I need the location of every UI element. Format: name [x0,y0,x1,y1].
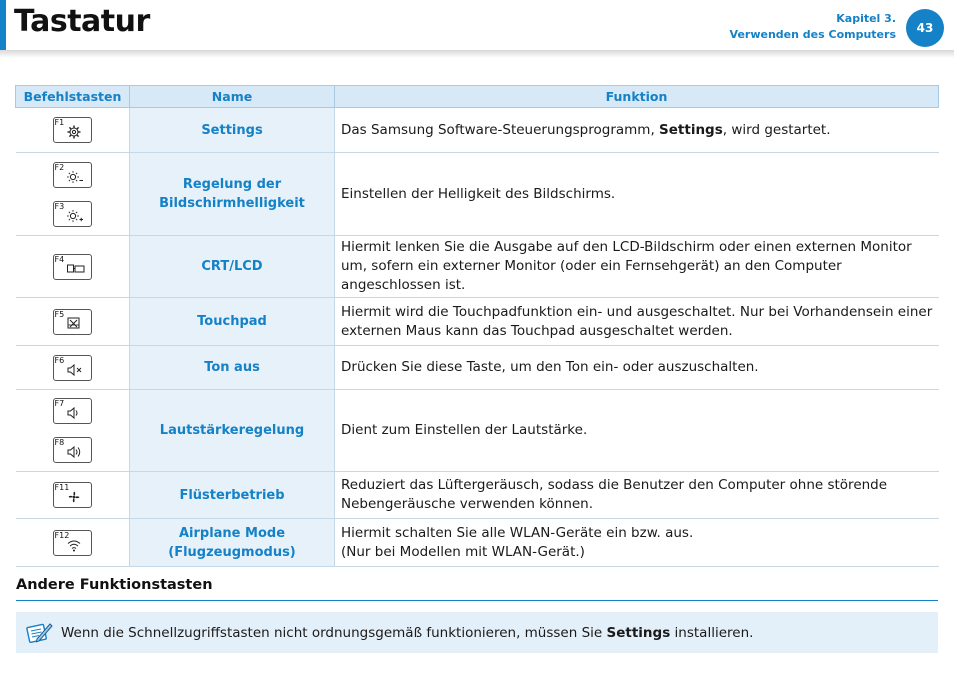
key-label: F6 [54,355,65,365]
gear-icon [67,125,81,139]
key-label: F11 [54,483,70,492]
column-header-function: Funktion [335,86,939,108]
section-divider [16,600,938,601]
note-pencil-icon [25,620,53,646]
table-row [16,153,939,236]
function-name: Settings [130,108,335,153]
key-label: F7 [54,399,65,408]
accent-bar [0,0,6,52]
page-number-badge: 43 [906,9,944,47]
table-row [16,236,939,298]
function-name: Flüsterbetrieb [130,472,335,519]
note-text: Wenn die Schnellzugriffstasten nicht ordnungsgemäß funktionieren, müssen Sie Settings installieren. [61,624,754,641]
function-name: Regelung der Bildschirmhelligkeit [130,153,335,236]
function-name: Airplane Mode (Flugzeugmodus) [130,519,335,567]
table-header-row [16,86,939,108]
table-row [16,298,939,346]
section-heading: Andere Funktionstasten [16,577,213,593]
function-description: Einstellen der Helligkeit des Bildschirms. [335,153,939,236]
note-box [16,612,938,653]
f12-key [53,530,92,556]
key-label: F12 [54,530,70,540]
key-label: F4 [54,254,65,264]
table-row [16,472,939,519]
f11-key [53,482,92,508]
key-label: F2 [54,162,65,172]
table-row [16,519,939,567]
mute-icon [67,363,83,377]
touchpad-icon [67,317,83,331]
f5-key [53,309,92,335]
f1-key [53,117,92,143]
column-header-keys: Befehlstasten [16,86,130,108]
fan-icon [67,490,81,504]
f8-key [53,437,92,463]
function-description: Das Samsung Software-Steuerungsprogramm, Settings, wird gestartet. [335,108,939,153]
volume-up-icon [67,445,83,459]
function-description: Drücken Sie diese Taste, um den Ton ein- oder auszuschalten. [335,346,939,390]
key-label: F3 [54,201,65,211]
function-description: Hiermit schalten Sie alle WLAN-Geräte ein bzw. aus. (Nur bei Modellen mit WLAN-Gerät.) [335,519,939,567]
chapter-label [730,11,896,43]
key-label: F1 [54,118,65,127]
table-row [16,346,939,390]
function-name: Touchpad [130,298,335,346]
display-switch-icon [67,262,85,276]
brightness-up-icon [67,209,83,223]
function-description: Hiermit lenken Sie die Ausgabe auf den LCD-Bildschirm oder einen externen Monitor um, sofern ein externer Monitor (oder ein Fernsehgerät) an den Computer angeschlossen ist. [335,236,939,298]
column-header-name: Name [130,86,335,108]
chapter-title: Verwenden des Computers [729,28,896,41]
table-row [16,108,939,153]
chapter-number: Kapitel 3. [836,12,896,25]
function-description: Hiermit wird die Touchpadfunktion ein- und ausgeschaltet. Nur bei Vorhandensein einer externen Maus kann das Touchpad ausgeschaltet werden. [335,298,939,346]
brightness-down-icon [67,170,83,184]
volume-down-icon [67,406,83,420]
table-row [16,390,939,472]
function-description: Reduziert das Lüftergeräusch, sodass die Benutzer den Computer ohne störende Nebengeräusche verwenden können. [335,472,939,519]
f7-key [53,398,92,424]
key-label: F5 [54,309,65,319]
f4-key [53,254,92,280]
function-name: Lautstärkeregelung [130,390,335,472]
f6-key [53,355,92,381]
function-name: CRT/LCD [130,236,335,298]
function-key-table [15,85,939,567]
page-title: Tastatur [14,4,150,39]
function-description: Dient zum Einstellen der Lautstärke. [335,390,939,472]
function-name: Ton aus [130,346,335,390]
f2-key [53,162,92,188]
f3-key [53,201,92,227]
key-label: F8 [54,438,65,447]
wifi-icon [67,538,81,552]
header-divider [0,50,954,58]
